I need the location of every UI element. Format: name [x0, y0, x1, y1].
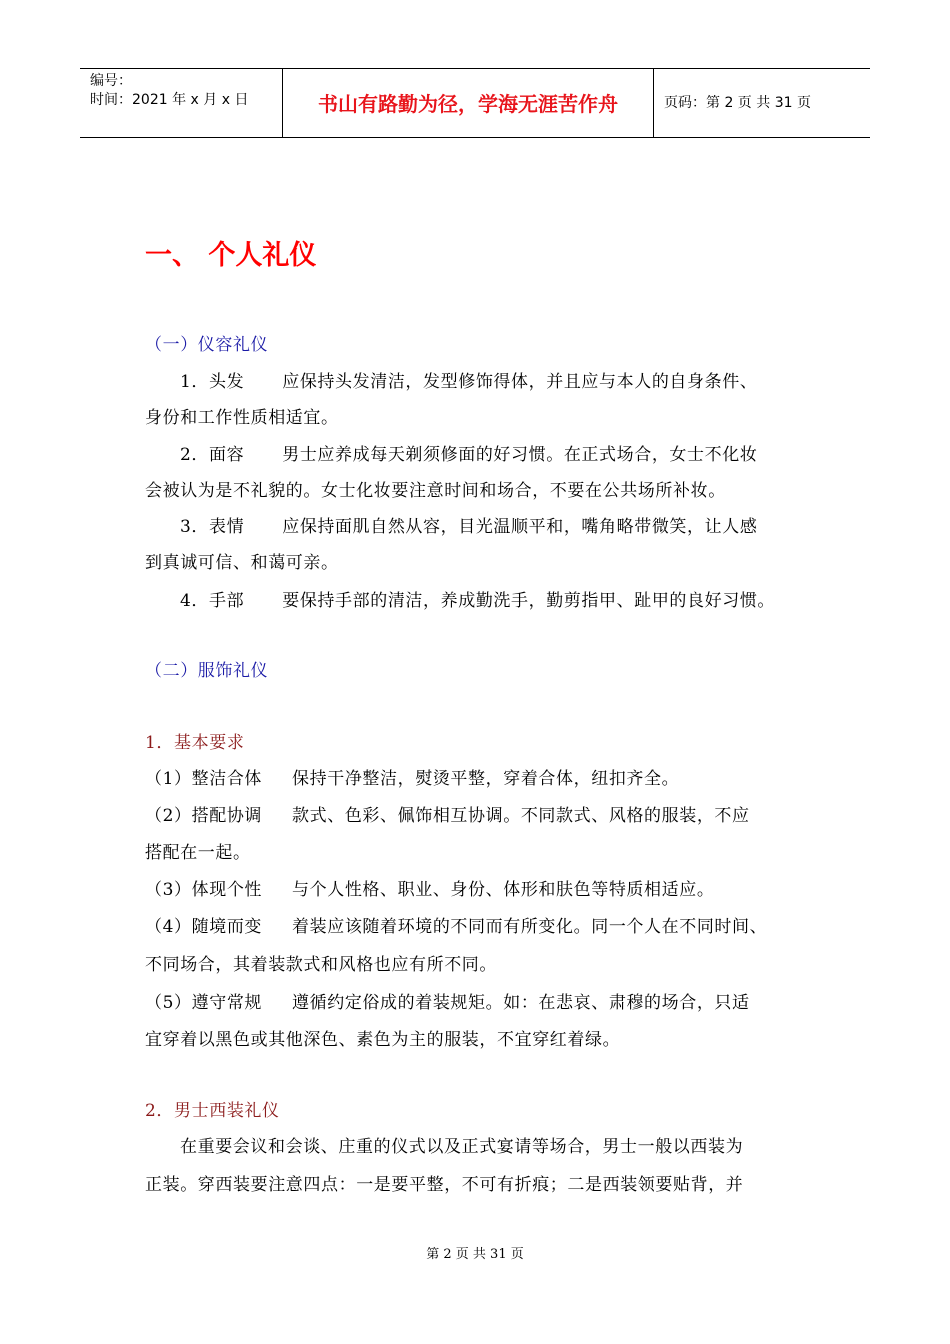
s1-item3-label: 3．表情	[180, 517, 245, 537]
motto: 书山有路勤为径，学海无涯苦作舟	[318, 92, 618, 116]
s1-item4-text: 要保持手部的清洁，养成勤洗手，勤剪指甲、趾甲的良好习惯。	[282, 591, 776, 611]
section2-heading: （二）服饰礼仪	[145, 661, 269, 681]
s1-item1-line2: 身份和工作性质相适宜。	[145, 408, 339, 428]
s1-item2-line1	[180, 443, 757, 467]
s1-item3-text: 应保持面肌自然从容，目光温顺平和，嘴角略带微笑，让人感	[282, 517, 758, 537]
header-right-cell	[654, 69, 870, 137]
s1-item2-label: 2．面容	[180, 445, 245, 465]
sub1-item1-label: （1）整洁合体	[145, 769, 263, 789]
header-table	[80, 68, 870, 138]
sub1-item4-label: （4）随境而变	[145, 917, 263, 937]
sub1-item2-line1	[145, 804, 750, 828]
sub1-item3-label: （3）体现个性	[145, 880, 263, 900]
s1-item4-label: 4．手部	[180, 591, 245, 611]
s1-item1-line1	[180, 370, 757, 394]
date-line: 时间：2021 年 x 月 x 日	[90, 92, 249, 108]
sub1-item1-line1	[145, 767, 679, 791]
sub1-item2-text: 款式、色彩、佩饰相互协调。不同款式、风格的服装，不应	[292, 806, 750, 826]
sub1-item3-line1	[145, 878, 714, 902]
sub1-item5-text: 遵循约定俗成的着装规矩。如：在悲哀、肃穆的场合，只适	[292, 993, 750, 1013]
sub2-line2: 正装。穿西装要注意四点：一是要平整，不可有折痕；二是西装领要贴背，并	[145, 1175, 744, 1195]
sub1-item1-text: 保持干净整洁，熨烫平整，穿着合体，纽扣齐全。	[292, 769, 680, 789]
sub1-item2-label: （2）搭配协调	[145, 806, 263, 826]
sub2-line1: 在重要会议和会谈、庄重的仪式以及正式宴请等场合，男士一般以西装为	[180, 1137, 744, 1157]
sub1-heading: 1．基本要求	[145, 733, 245, 753]
s1-item3-line1	[180, 515, 757, 539]
s1-item3-line2: 到真诚可信、和蔼可亲。	[145, 553, 339, 573]
s1-item1-text: 应保持头发清洁，发型修饰得体，并且应与本人的自身条件、	[282, 372, 758, 392]
sub2-heading: 2．男士西装礼仪	[145, 1101, 280, 1121]
sub1-item4-line2: 不同场合，其着装款式和风格也应有所不同。	[145, 955, 497, 975]
section1-heading: （一）仪容礼仪	[145, 335, 269, 355]
header-left-cell	[80, 69, 283, 137]
sub1-item4-text: 着装应该随着环境的不同而有所变化。同一个人在不同时间、	[292, 917, 768, 937]
sub1-item5-line2: 宜穿着以黑色或其他深色、素色为主的服装，不宜穿红着绿。	[145, 1030, 621, 1050]
s1-item2-line2: 会被认为是不礼貌的。女士化妆要注意时间和场合，不要在公共场所补妆。	[145, 481, 726, 501]
sub1-item4-line1	[145, 915, 767, 939]
header-center-cell	[283, 69, 654, 137]
sub1-item5-line1	[145, 991, 750, 1015]
sub1-item2-line2: 搭配在一起。	[145, 843, 251, 863]
s1-item2-text: 男士应养成每天剃须修面的好习惯。在正式场合，女士不化妆	[282, 445, 758, 465]
page-footer: 第 2 页 共 31 页	[426, 1247, 524, 1262]
sub1-item5-label: （5）遵守常规	[145, 993, 263, 1013]
page-title: 一、 个人礼仪	[145, 240, 317, 271]
number-label: 编号：	[90, 73, 132, 89]
s1-item4-line1	[180, 589, 775, 613]
page-info: 页码：第 2 页 共 31 页	[664, 95, 811, 111]
s1-item1-label: 1．头发	[180, 372, 245, 392]
sub1-item3-text: 与个人性格、职业、身份、体形和肤色等特质相适应。	[292, 880, 715, 900]
